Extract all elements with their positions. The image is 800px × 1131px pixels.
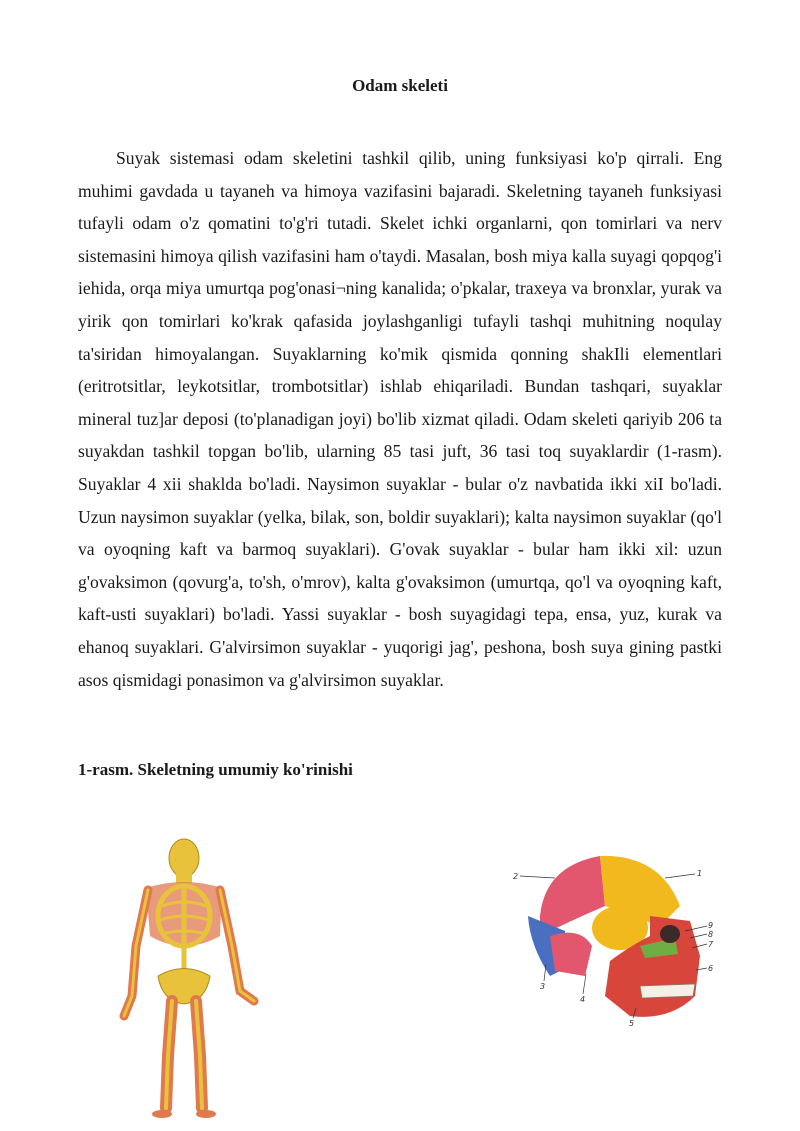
skull-label: 4 [580,995,586,1004]
skull-label: 8 [708,930,714,939]
skull-label: 9 [708,921,714,930]
body-paragraph: Suyak sistemasi odam skeletini tashkil qilib, uning funksiyasi ko'p qirrali. Eng muhimi gavdada u tayaneh va himoya vazifasini bajaradi. Skeletning tayaneh funksiyasi tufayli odam o'z qomatini to'g'ri tutadi. Skelet ichki organlarni, qon tomirlari va nerv sistemasini himoya qilish vazifasini ham o'taydi. Masalan, bosh miya kalla suyagi qopqog'i iehida, orqa miya umurtqa pog'onasi¬ning kanalida; o'pkalar, traxeya va bronxlar, yurak va yirik qon tomirlari ko'krak qafasida joylashganligi tufayli tashqi muhitning noqulay ta'siridan himoyalangan. Suyaklarning ko'mik qismida qonning shakIli elementlari (eritrotsitlar, leykotsitlar, trombotsitlar) ishlab ehiqariladi. Bundan tashqari, suyaklar mineral tuz]ar deposi (to'planadigan joyi) bo'lib xizmat qiladi. Odam skeleti qariyib 206 ta suyakdan tashkil topgan bo'lib, ularning 85 tasi juft, 36 tasi toq suyaklardir (1-rasm). Suyaklar 4 xii shaklda bo'ladi. Naysimon suyaklar - bular o'z navbatida ikki xiI bo'ladi. Uzun naysimon suyaklar (yelka, bilak, son, boldir suyaklari); kalta naysimon suyaklar (qo'l va oyoqning kaft va barmoq suyaklari). G'ovak suyaklar - bular ham ikki xil: uzun g'ovaksimon (qovurg'a, to'sh, o'mrov), kalta g'ovaksimon (umurtqa, qo'l va oyoqning kaft, kaft-usti suyaklari) bo'ladi. Yassi suyaklar - bosh suyagidagi tepa, ensa, yuz, kurak va ehanoq suyaklari. G'alvirsimon suyaklar - yuqorigi jag', peshona, bosh suya gining pastki asos qismidagi ponasimon va g'alvirsimon suyaklar. [78,148,722,690]
page-title: Odam skeleti [352,76,448,95]
skull-drawing [520,856,707,1018]
skull-label: 2 [513,872,519,881]
skull-illustration [510,846,715,1031]
skeleton-body [124,839,254,1118]
skull-label: 6 [708,964,714,973]
skull-label: 3 [540,982,546,991]
skull-label: 1 [697,869,703,878]
skull-label: 7 [708,940,714,949]
figure-caption: 1-rasm. Skeletning umumiy ko'rinishi [78,760,353,779]
skeleton-illustration [110,836,270,1121]
skull-label: 5 [629,1019,635,1028]
